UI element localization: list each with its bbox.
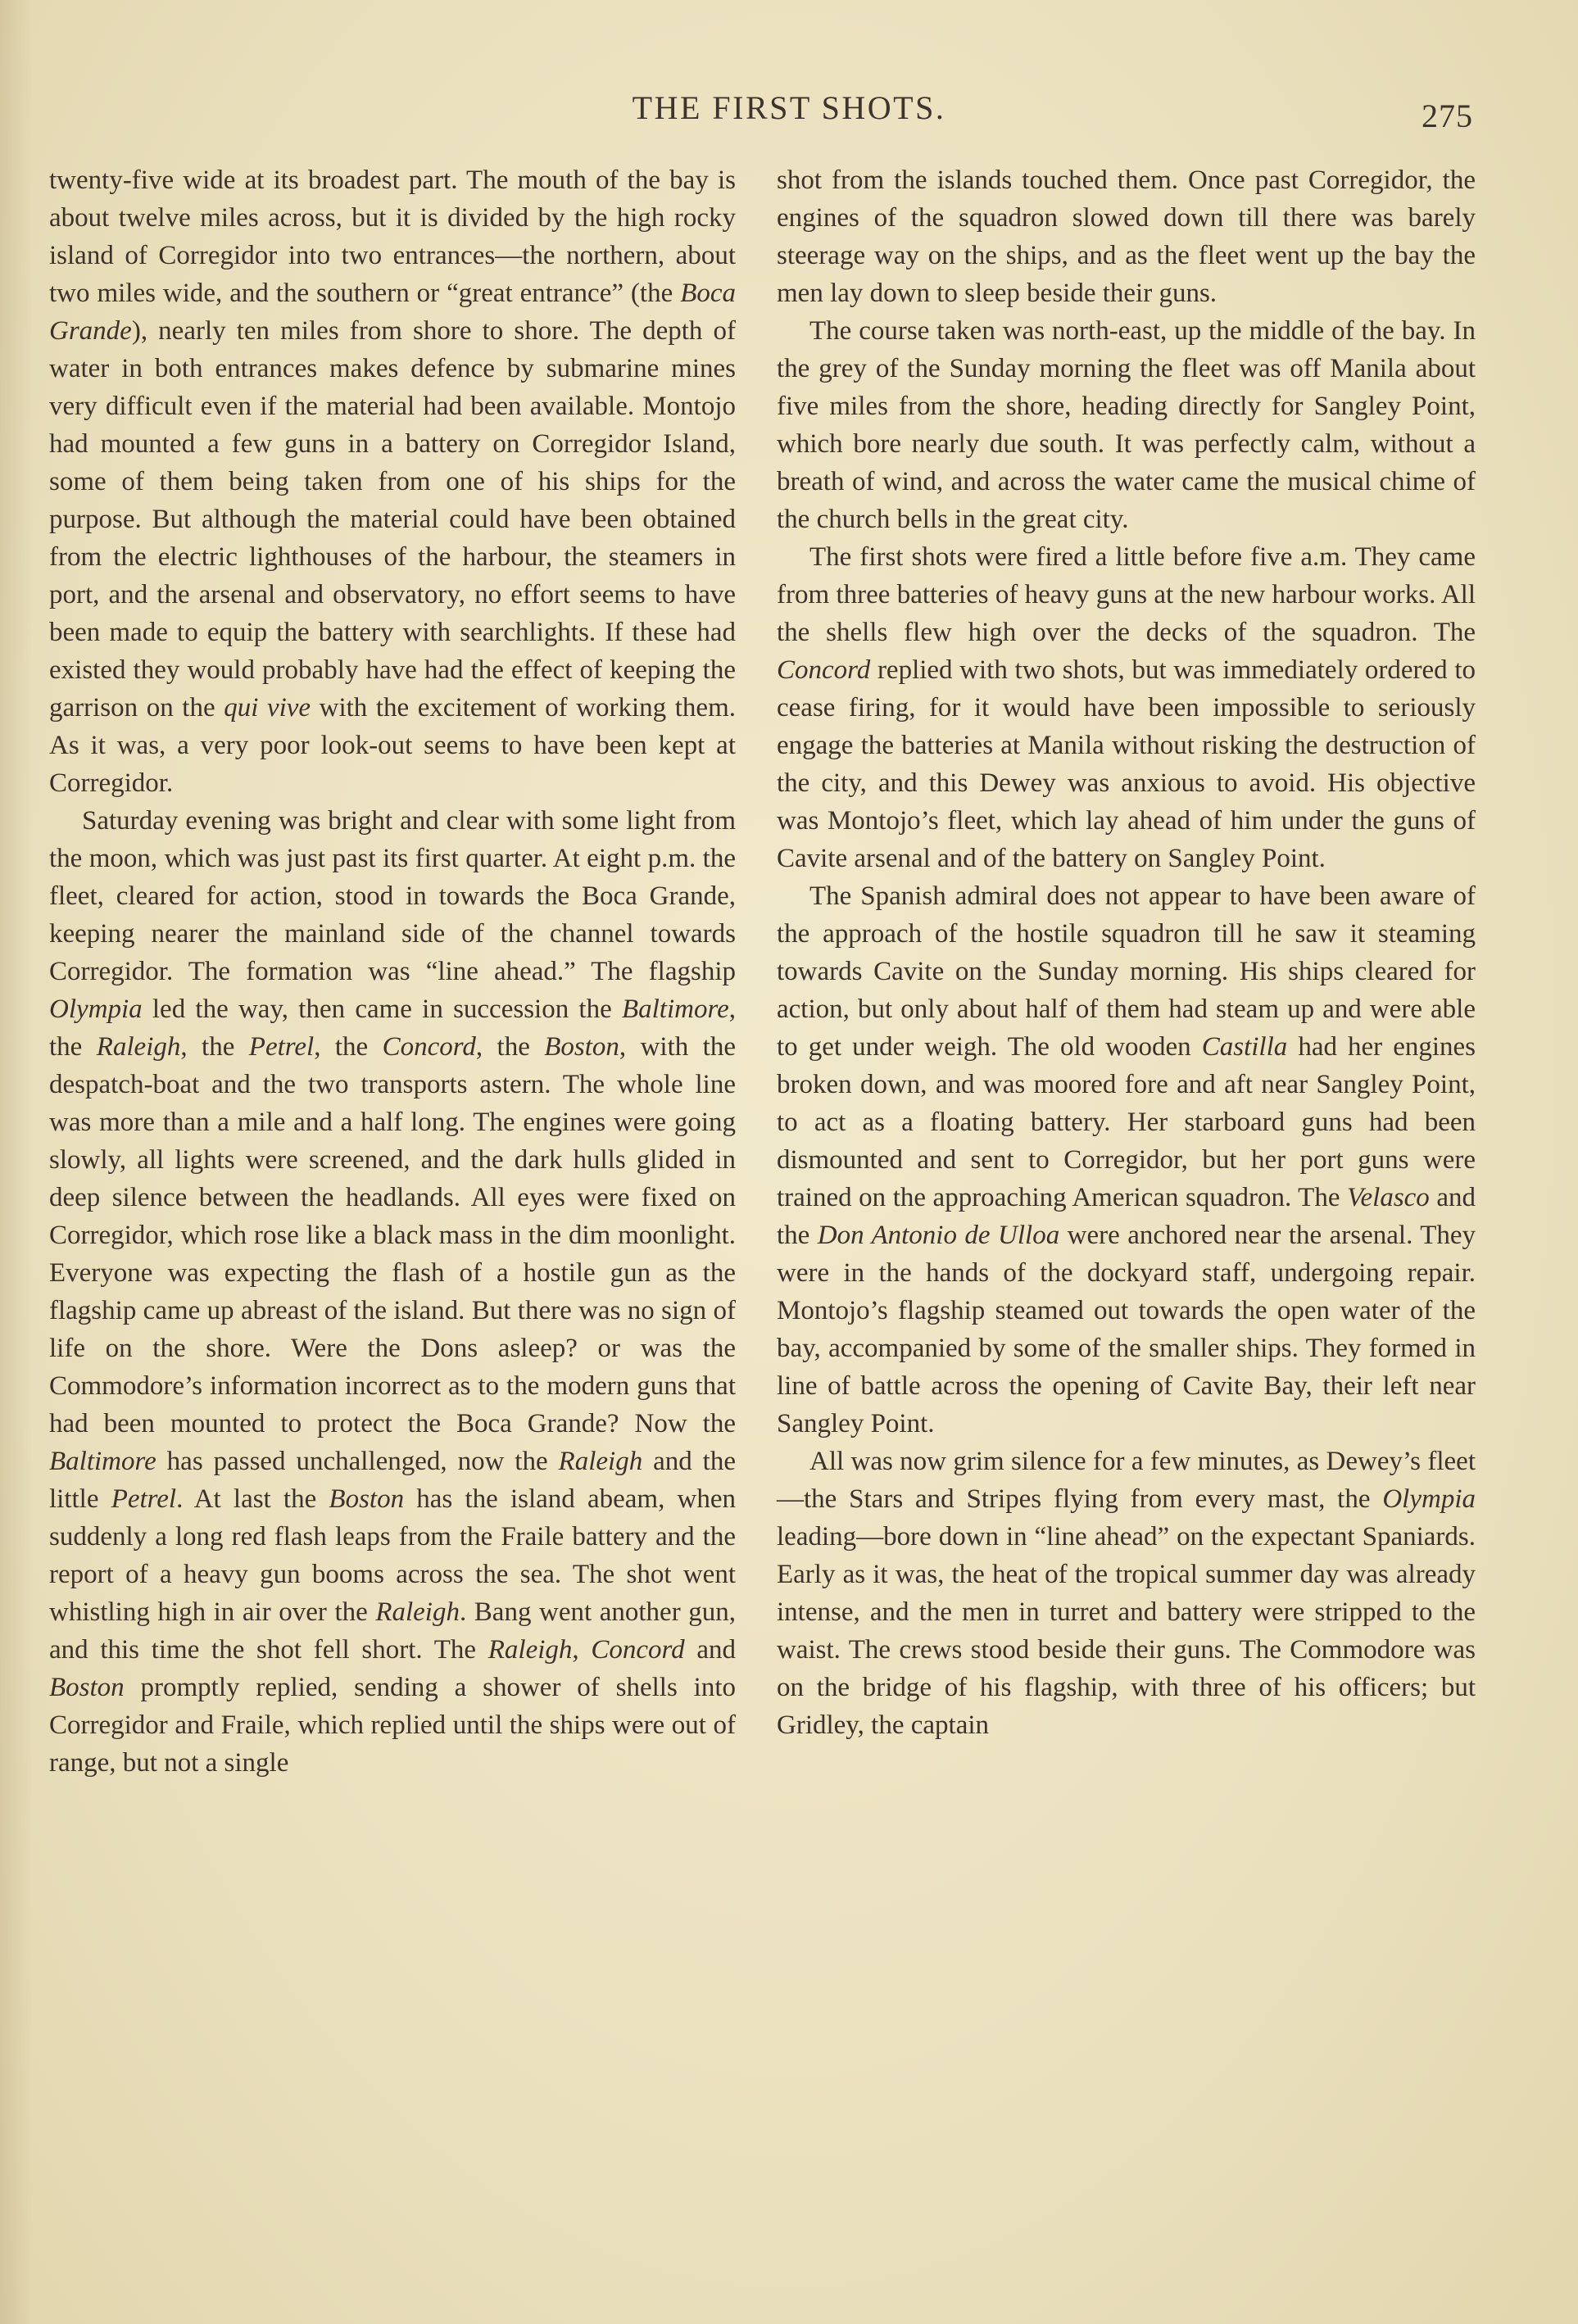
right-paragraph-5: All was now grim silence for a few minutes, as Dewey’s fleet—the Stars and Stripes flying from every mast, the Olympia leading—bore down in “line ahead” on the expectant Spaniards. Early as it was, the heat of the tropical summer day was already intense, and the men in turret and battery were stripped to the waist. The crews stood beside their guns. The Commodore was on the bridge of his flagship, with three of his officers; but Gridley, the captain: [777, 1447, 1476, 1740]
italic-text: Olympia: [49, 994, 143, 1024]
right-paragraph-3: The first shots were fired a little before five a.m. They came from three batteries of heavy guns at the new harbour works. All the shells flew high over the decks of the squadron. The Concord replied with two shots, but was immediately ordered to cease firing, for it would have been impossible to seriously engage the batteries at Manila without risking the destruction of the city, and this Dewey was anxious to avoid. His objective was Montojo’s fleet, which lay ahead of him under the guns of Cavite arsenal and of the battery on Sangley Point.: [777, 542, 1476, 873]
italic-text: Baltimore: [49, 1447, 156, 1476]
left-paragraph-2: Saturday evening was bright and clear with some light from the moon, which was just past its first quarter. At eight p.m. the fleet, cleared for action, stood in towards the Boca Grande, keeping nearer the mainland side of the channel towards Corregidor. The formation was “line ahead.” The flagship Olympia led the way, then came in succession the Baltimore, the Raleigh, the Petrel, the Concord, the Boston, with the despatch-boat and the two transports astern. The whole line was more than a mile and a half long. The engines were going slowly, all lights were screened, and the dark hulls glided in deep silence between the headlands. All eyes were fixed on Corregidor, which rose like a black mass in the dim moonlight. Everyone was expecting the flash of a hostile gun as the flagship came up abreast of the island. But there was no sign of life on the shore. Were the Dons asleep? or was the Commodore’s information incorrect as to the modern guns that had been mounted to protect the Boca Grande? Now the Baltimore has passed unchallenged, now the Raleigh and the little Petrel. At last the Boston has the island abeam, when suddenly a long red flash leaps from the Fraile battery and the report of a heavy gun booms across the sea. The shot went whistling high in air over the Raleigh. Bang went another gun, and this time the shot fell short. The Raleigh, Concord and Boston promptly replied, sending a shower of shells into Corregidor and Fraile, which replied until the ships were out of range, but not a single: [49, 806, 736, 1778]
right-paragraph-4: The Spanish admiral does not appear to have been aware of the approach of the hostile squadron till he saw it steaming towards Cavite on the Sunday morning. His ships cleared for action, but only about half of them had steam up and were able to get under weigh. The old wooden Castilla had her engines broken down, and was moored fore and aft near Sangley Point, to act as a floating battery. Her starboard guns had been dismounted and sent to Corregidor, but her port guns were trained on the approaching American squadron. The Velasco and the Don Antonio de Ulloa were anchored near the arsenal. They were in the hands of the dockyard staff, undergoing repair. Montojo’s flagship steamed out towards the open water of the bay, accompanied by some of the smaller ships. They formed in line of battle across the opening of Cavite Bay, their left near Sangley Point.: [777, 881, 1476, 1438]
italic-text: Raleigh: [487, 1635, 573, 1665]
italic-text: Petrel: [111, 1484, 177, 1514]
page-number: 275: [1422, 97, 1473, 134]
italic-text: Boca Grande: [49, 279, 736, 346]
italic-text: Concord: [382, 1032, 476, 1062]
italic-text: qui vive: [224, 693, 311, 723]
italic-text: Raleigh: [375, 1597, 460, 1627]
italic-text: Raleigh: [558, 1447, 643, 1476]
italic-text: Boston: [49, 1673, 125, 1702]
italic-text: Don Antonio de Ulloa: [817, 1221, 1060, 1250]
page-edge-shadow: [0, 0, 33, 2324]
left-paragraph-1: twenty-five wide at its broadest part. The mouth of the bay is about twelve miles across, but it is divided by the high rocky island of Corregidor into two entrances—the northern, about two miles wide, and the southern or “great entrance” (the Boca Grande), nearly ten miles from shore to shore. The depth of water in both entrances makes defence by submarine mines very difficult even if the material had been available. Montojo had mounted a few guns in a battery on Corregidor Island, some of them being taken from one of his ships for the purpose. But although the material could have been obtained from the electric lighthouses of the harbour, the steamers in port, and the arsenal and observatory, no effort seems to have been made to equip the battery with searchlights. If these had existed they would probably have had the effect of keeping the garrison on the qui vive with the excitement of working them. As it was, a very poor look-out seems to have been kept at Corregidor.: [49, 165, 736, 798]
page-header: [0, 88, 1578, 146]
left-column: [49, 161, 736, 1782]
right-paragraph-2: The course taken was north-east, up the middle of the bay. In the grey of the Sunday morning the fleet was off Manila about five miles from the shore, heading directly for Sangley Point, which bore nearly due south. It was perfectly calm, without a breath of wind, and across the water came the musical chime of the church bells in the great city.: [777, 316, 1476, 534]
italic-text: Olympia: [1382, 1484, 1476, 1514]
italic-text: Raleigh: [96, 1032, 181, 1062]
italic-text: Velasco: [1347, 1183, 1430, 1212]
italic-text: Concord: [591, 1635, 685, 1665]
right-column: [777, 161, 1476, 1744]
italic-text: Baltimore: [621, 994, 729, 1024]
italic-text: Concord: [777, 655, 871, 685]
italic-text: Castilla: [1201, 1032, 1288, 1062]
running-title: THE FIRST SHOTS.: [632, 89, 946, 126]
italic-text: Petrel: [248, 1032, 315, 1062]
italic-text: Boston: [544, 1032, 619, 1062]
right-paragraph-1: shot from the islands touched them. Once past Corregidor, the engines of the squadron slowed down till there was barely steerage way on the ships, and as the fleet went up the bay the men lay down to sleep beside their guns.: [777, 165, 1476, 308]
italic-text: Boston: [329, 1484, 405, 1514]
